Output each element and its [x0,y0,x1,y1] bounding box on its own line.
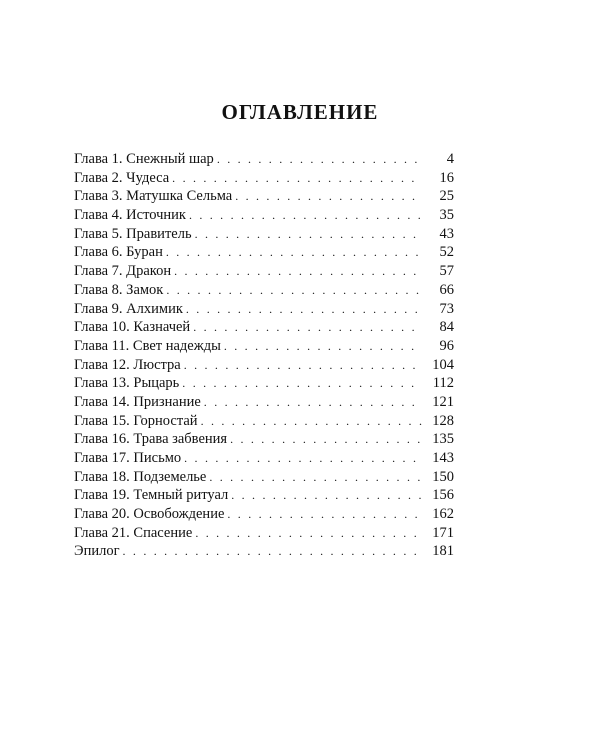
toc-entry-title: Глава 2. Чудеса [74,169,170,186]
dot-leader [186,300,422,319]
dot-leader [195,225,422,244]
toc-entry [74,393,454,412]
toc-entry [74,169,454,188]
toc-entry-title: Глава 1. Снежный шар [74,151,214,167]
toc-entry [74,262,454,281]
toc-entry [74,374,454,393]
toc-entry-title: Глава 13. Рыцарь [74,375,180,392]
table-of-contents [74,150,454,561]
toc-entry [74,225,454,244]
toc-entry [74,449,454,468]
dot-leader [217,150,422,169]
toc-entry [74,281,454,300]
toc-entry-page: 57 [439,263,454,280]
toc-entry-title: Глава 7. Дракон [74,263,172,280]
toc-entry [74,187,454,206]
toc-entry-title: Глава 20. Освобождение [74,506,225,523]
toc-entry-page: 35 [439,207,454,224]
dot-leader [209,468,422,487]
toc-entry-title: Глава 15. Горностай [74,412,198,429]
toc-entry-page: 66 [439,281,454,298]
dot-leader [231,486,422,505]
toc-entry-title: Глава 19. Темный ритуал [74,487,229,504]
dot-leader [235,187,422,206]
dot-leader [195,524,422,543]
toc-entry-page: 150 [432,468,454,485]
dot-leader [189,206,422,225]
toc-entry [74,486,454,505]
dot-leader [166,281,422,300]
toc-entry-title: Глава 14. Признание [74,393,201,410]
toc-entry-title: Глава 21. Спасение [74,524,193,541]
toc-entry-title: Глава 5. Правитель [74,225,192,242]
toc-entry-title: Глава 8. Замок [74,281,164,298]
toc-entry-page: 73 [439,300,454,317]
toc-entry [74,430,454,449]
toc-entry [74,206,454,225]
toc-entry-page: 171 [432,524,454,541]
toc-entry-title: Глава 11. Свет надежды [74,337,221,354]
toc-entry-epilogue [74,542,454,561]
toc-entry-page: 52 [439,244,454,261]
dot-leader [172,169,422,188]
toc-entry-title: Глава 9. Алхимик [74,300,183,317]
dot-leader [193,318,422,337]
toc-entry-page: 143 [432,450,454,466]
toc-entry [74,243,454,262]
toc-entry-page: 128 [432,412,454,429]
dot-leader [204,393,422,412]
toc-entry-page: 162 [432,506,454,523]
dot-leader [201,412,422,431]
toc-entry-title: Глава 4. Источник [74,207,186,224]
dot-leader [174,262,422,281]
toc-entry-title: Глава 17. Письмо [74,450,182,466]
toc-entry-title: Глава 10. Казначей [74,319,191,336]
dot-leader [182,374,422,393]
toc-entry [74,524,454,543]
dot-leader [224,337,422,356]
toc-entry-title: Глава 3. Матушка Сельма [74,188,233,205]
toc-entry-page: 4 [446,151,454,167]
toc-entry [74,337,454,356]
toc-entry-page: 181 [432,543,454,560]
toc-entry-page: 156 [432,487,454,504]
toc-entry-page: 121 [432,393,454,410]
toc-entry-title: Глава 16. Трава забвения [74,431,228,448]
page-title: ОГЛАВЛЕНИЕ [221,100,379,125]
toc-entry [74,150,454,169]
dot-leader [184,449,422,468]
toc-entry-page: 112 [432,375,454,392]
toc-entry-page: 43 [439,225,454,242]
toc-entry [74,505,454,524]
dot-leader [123,542,422,561]
toc-entry-title: Глава 12. Люстра [74,356,181,373]
toc-entry-page: 25 [439,188,454,205]
toc-entry-title: Глава 6. Буран [74,244,163,261]
dot-leader [227,505,422,524]
dot-leader [184,356,422,375]
toc-entry [74,300,454,319]
toc-entry-page: 16 [439,169,454,186]
toc-entry [74,356,454,375]
toc-entry-page: 84 [439,319,454,336]
toc-entry [74,412,454,431]
toc-entry [74,318,454,337]
dot-leader [166,243,422,262]
toc-entry [74,468,454,487]
toc-entry-title: Эпилог [74,543,120,560]
toc-entry-page: 96 [439,337,454,354]
toc-entry-title: Глава 18. Подземелье [74,468,207,485]
toc-entry-page: 104 [432,356,454,373]
toc-entry-page: 135 [432,431,454,448]
dot-leader [230,430,422,449]
